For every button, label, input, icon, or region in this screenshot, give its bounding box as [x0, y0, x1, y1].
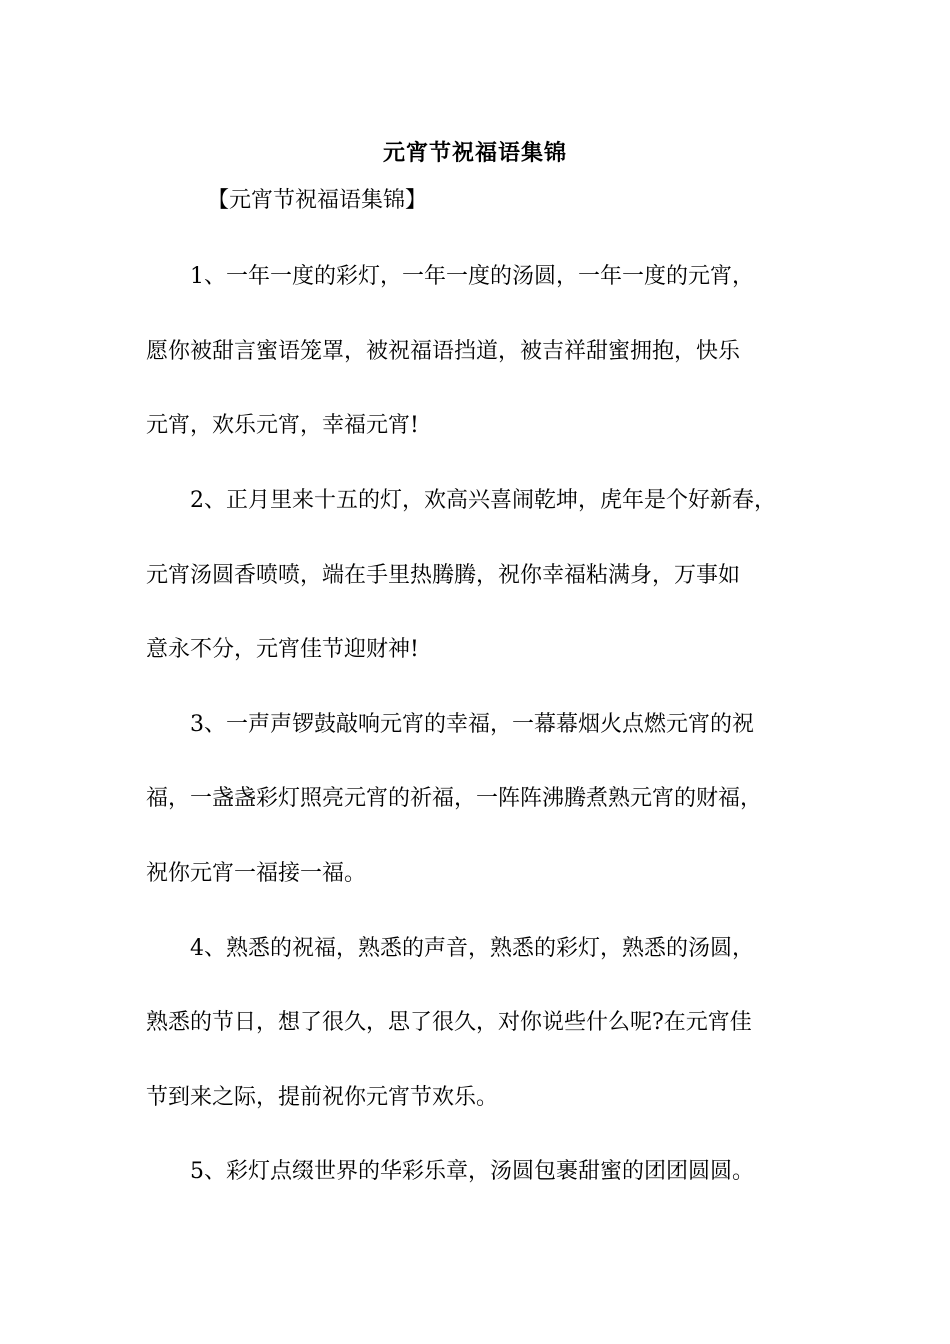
paragraph-1-line-1: 1、一年一度的彩灯，一年一度的汤圆，一年一度的元宵， — [190, 264, 754, 289]
paragraph-1-line-3: 元宵，欢乐元宵，幸福元宵! — [146, 413, 419, 438]
document-title: 元宵节祝福语集锦 — [382, 140, 567, 166]
paragraph-3-line-1: 3、一声声锣鼓敲响元宵的幸福，一幕幕烟火点燃元宵的祝 — [190, 712, 754, 737]
document-subtitle: 【元宵节祝福语集锦】 — [207, 188, 428, 213]
paragraph-5-line-1: 5、彩灯点缀世界的华彩乐章，汤圆包裹甜蜜的团团圆圆。 — [190, 1159, 754, 1184]
paragraph-2-line-2: 元宵汤圆香喷喷，端在手里热腾腾，祝你幸福粘满身，万事如 — [146, 563, 741, 588]
paragraph-4-line-1: 4、熟悉的祝福，熟悉的声音，熟悉的彩灯，熟悉的汤圆， — [190, 936, 754, 961]
paragraph-3-line-3: 祝你元宵一福接一福。 — [146, 861, 367, 886]
paragraph-3-line-2: 福，一盏盏彩灯照亮元宵的祈福，一阵阵沸腾煮熟元宵的财福， — [146, 786, 763, 811]
paragraph-4-line-3: 节到来之际，提前祝你元宵节欢乐。 — [146, 1085, 499, 1110]
paragraph-2-line-3: 意永不分，元宵佳节迎财神! — [146, 637, 419, 662]
paragraph-1-line-2: 愿你被甜言蜜语笼罩，被祝福语挡道，被吉祥甜蜜拥抱，快乐 — [146, 339, 741, 364]
paragraph-2-line-1: 2、正月里来十五的灯，欢高兴喜闹乾坤，虎年是个好新春， — [190, 488, 776, 513]
paragraph-4-line-2: 熟悉的节日，想了很久，思了很久，对你说些什么呢?在元宵佳 — [146, 1010, 752, 1035]
